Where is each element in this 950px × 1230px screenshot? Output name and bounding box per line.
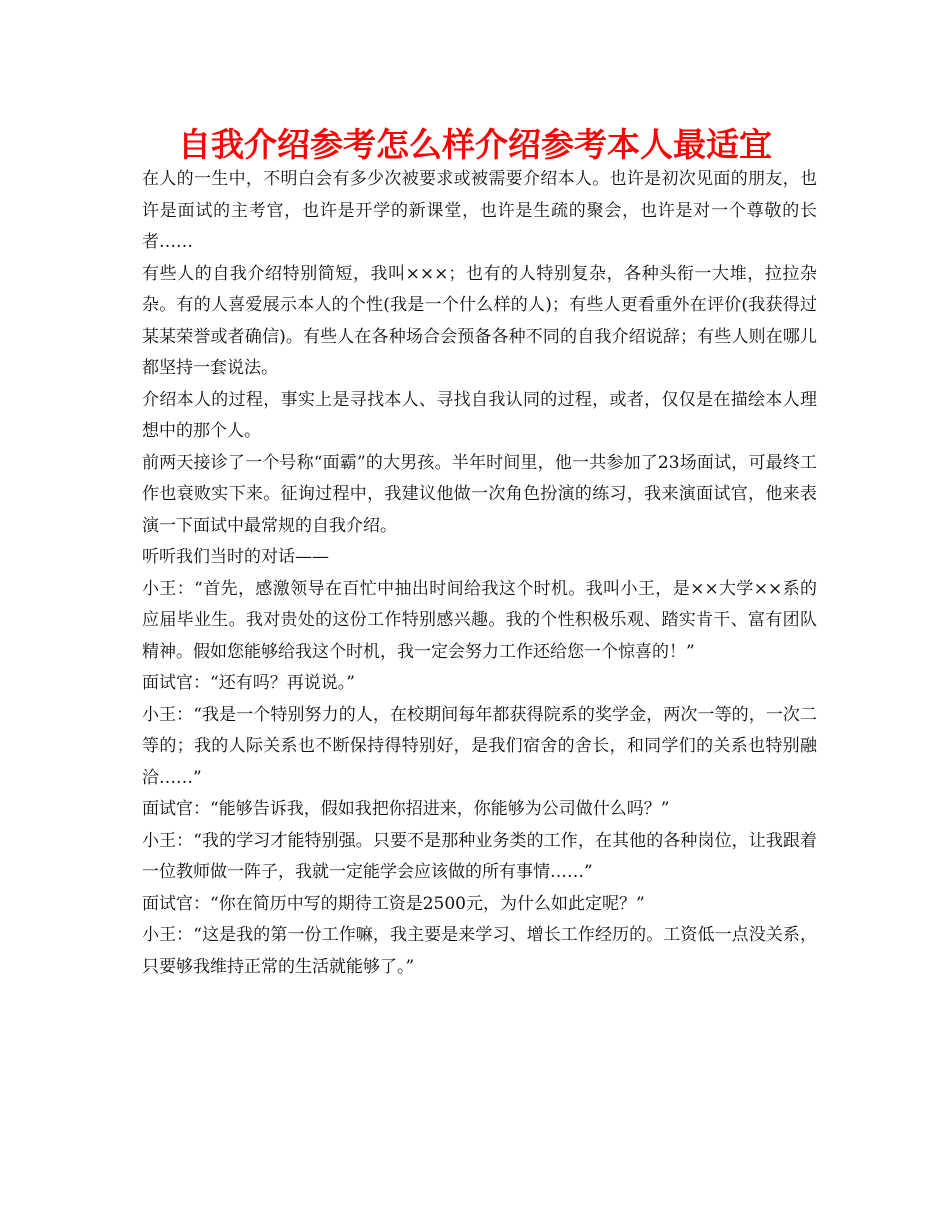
- paragraph-dialogue-5: 小王：“我的学习才能特别强。只要不是那种业务类的工作，在其他的各种岗位，让我跟着一位教师做一阵子，我就一定能学会应该做的所有事情……”: [142, 830, 817, 882]
- document-title: 自我介绍参考怎么样介绍参考本人最适宜: [178, 125, 772, 164]
- document-body: [142, 164, 817, 983]
- paragraph-intro: 在人的一生中，不明白会有多少次被要求或被需要介绍本人。也许是初次见面的朋友，也许是面试的主考官，也许是开学的新课堂，也许是生疏的聚会，也许是对一个尊敬的长者……: [142, 169, 817, 252]
- paragraph-dialogue-3: 小王：“我是一个特别努力的人，在校期间每年都获得院系的奖学金，两次一等的，一次二等的；我的人际关系也不断保持得特别好，是我们宿舍的舍长，和同学们的关系也特别融洽……”: [142, 704, 817, 788]
- paragraph-dialogue-7: 小王：“这是我的第一份工作嘛，我主要是来学习、增长工作经历的。工资低一点没关系，只要够我维持正常的生活就能够了。”: [142, 925, 817, 977]
- paragraph-dialogue-lead: 听听我们当时的对话——: [142, 547, 329, 567]
- paragraph-dialogue-6: 面试官：“你在简历中写的期待工资是2500元，为什么如此定呢？”: [142, 893, 645, 914]
- paragraph-dialogue-4: 面试官：“能够告诉我，假如我把你招进来，你能够为公司做什么吗？”: [142, 799, 670, 819]
- paragraph-dialogue-2: 面试官：“还有吗？再说说。”: [142, 673, 355, 693]
- paragraph-dialogue-1: 小王：“首先，感激领导在百忙中抽出时间给我这个时机。我叫小王，是××大学××系的应届毕业生。我对贵处的这份工作特别感兴趣。我的个性积极乐观、踏实肯干、富有团队精神。假如您能够给我这个时机，我一定会努力工作还给您一个惊喜的！”: [142, 578, 817, 662]
- paragraph-case-story: 前两天接诊了一个号称“面霸”的大男孩。半年时间里，他一共参加了23场面试，可最终工作也衰败实下来。征询过程中，我建议他做一次角色扮演的练习，我来演面试官，他来表演一下面试中最常规的自我介绍。: [142, 452, 817, 536]
- paragraph-self-intro-styles: 有些人的自我介绍特别简短，我叫×××；也有的人特别复杂，各种头衔一大堆，拉拉杂杂。有的人喜爱展示本人的个性(我是一个什么样的人)；有些人更看重外在评价(我获得过某某荣誉或者确信)。有些人在各种场合会预备各种不同的自我介绍说辞；有些人则在哪儿都坚持一套说法。: [142, 263, 817, 378]
- paragraph-self-identity: 介绍本人的过程，事实上是寻找本人、寻找自我认同的过程，或者，仅仅是在描绘本人理想中的那个人。: [142, 389, 817, 441]
